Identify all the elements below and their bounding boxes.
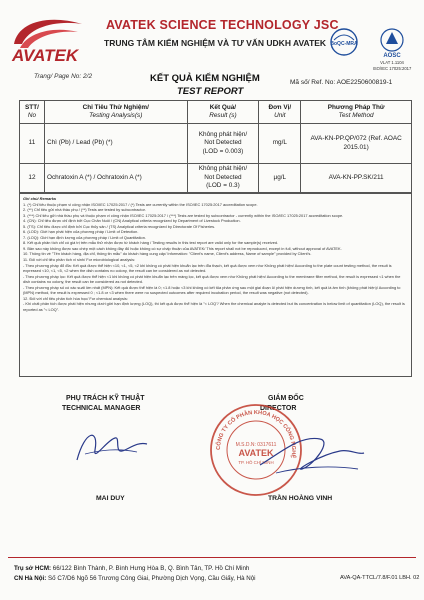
report-number-label: Mã số/ Ref. No: (290, 79, 336, 86)
remark-line: 3. (***) Chỉ tiêu gửi nhà thầu phụ và thuộc phạm vi công nhận ISO/IEC 17025:2017 / (***) Tests are tested by subcontractor - currently within the ISO/IEC 17025:2017 accreditation scope. (23, 212, 344, 218)
remark-line: 2. (**) Chỉ tiêu gửi nhà thầu phụ / (**) Tests are tested by subcontractor. (23, 207, 146, 213)
row-method: AVA-KN-PP.SK/211 (301, 164, 412, 193)
table-row (20, 164, 412, 193)
remarks-title: Ghi chú/ Remarks (23, 196, 57, 201)
remark-line: - Theo phương pháp số có xác suất lớn nhất (MPN): Kết quả được thể hiện là 0; <1.8 hoặc <3 khi không có kết tủa phản ứng sau một giai đoạn ủ/ phát hiện dương tính, kết quả là âm tính (không phát hiện)/ According to (MPN) method, the result is expressed 0 ; <1.8 or <3 when there were no suspected outcomes after required incubation period, the result was negative (not detected). (23, 284, 401, 296)
footer-divider (8, 557, 416, 558)
boqc-label: BoQC-MRA (330, 41, 358, 47)
hanoi-label: CN Hà Nội: (14, 575, 47, 582)
row-no: 12 (20, 164, 45, 193)
table-row (20, 124, 412, 164)
table-header-row (20, 101, 412, 124)
hcm-address (14, 565, 249, 572)
report-number-value: AOE2250600819-1 (336, 79, 393, 86)
stamp-city: TP. HỒ CHÍ MINH (238, 460, 274, 465)
header-no: STT/ No (20, 101, 45, 124)
report-title-vn: KẾT QUẢ KIỂM NGHIỆM (150, 73, 260, 84)
remark-line: - Theo phương pháp đổ đĩa: Kết quả được thể hiện <10, <1, <5, <2 khi không có phát hiện khuẩn lạc trên đĩa thạch, kết quả được xem như Không phát hiện/ According to the plate count testing method, the result is expressed <10, <1, <5, <2 when the dish contains no colony, the result can be considered as not detected. (23, 262, 392, 274)
form-code: AVA-QA-TTCL/7.8/F.01 LBH. 02 (340, 575, 420, 581)
header-analysis: Chỉ Tiêu Thử Nghiệm/ Testing Analysis(s) (44, 101, 187, 124)
page-number: Trang/ Page No: 2/2 (34, 73, 93, 80)
remark-line: 8. Kết quả phân tích chỉ có giá trị trên mẫu thử nhận được từ khách hàng / Testing results in this test report are valid only for the sample(s) received. (23, 240, 279, 246)
row-unit: mg/L (259, 124, 301, 164)
header-result: Kết Quả/ Result (s) (187, 101, 259, 124)
remarks-box (19, 193, 412, 377)
logo-text: AVATEK (12, 46, 79, 65)
remark-line: 1. (*) Chỉ tiêu thuộc phạm vi công nhận ISO/IEC 17025:2017 / (*) Tests are currently within the ISO/IEC 17025:2017 accreditation scope. (23, 201, 258, 207)
remark-line: - Theo phương pháp lọc: Kết quả được thể hiện <1 khi không có phát hiện khuẩn lạc trên màng lọc, kết quả được xem như Không phát hiện/ According to the membrane filter method, the result is expressed <1 when the dish contains no colony, the result can be considered as not detected. (23, 273, 401, 285)
report-title-en: TEST REPORT (177, 86, 244, 97)
hanoi-address (14, 575, 256, 582)
stamp-outer-text: CÔNG TY CỔ PHẦN KHOA HỌC CÔNG NGHỆ (215, 409, 297, 459)
technical-manager-name: MAI DUY (96, 495, 125, 502)
header-unit: Đơn Vị/ Unit (259, 101, 301, 124)
stamp-center: AVATEK (238, 448, 274, 458)
remark-line: 5. (TS): Chỉ tiêu được chỉ định bởi Cục thủy sản / (TS) Analytical criteria recognized by Directorate Of Fisheries. (23, 223, 216, 229)
row-result: Không phát hiện/ Not Detected (LOD = 0.3) (187, 164, 259, 193)
remark-line: 11. Đối với chỉ tiêu phân tích vi sinh/ For microbiological analysis: (23, 257, 136, 263)
remark-line: 10. Thông tin về "Tên khách hàng, địa chỉ, thông tin mẫu" do khách hàng cung cấp/ Information: "Client's name, Client's address, Name of sample" provided by Client's. (23, 251, 312, 257)
stamp-id: M.S.D.N: 0317611 (235, 442, 277, 448)
row-method: AVA-KN-PP.QP/072 (Ref. AOAC 2015.01) (301, 124, 412, 164)
remark-line: 4. (CN): Chỉ tiêu được chỉ định bởi Cục Chăn Nuôi / (CN) Analytical criteria recognized by Department of Livestock Production. (23, 218, 241, 224)
avatek-logo (8, 14, 88, 72)
row-result: Không phát hiện/ Not Detected (LOD = 0.003) (187, 124, 259, 164)
technical-manager-title-vn: PHỤ TRÁCH KỸ THUẬT (66, 395, 145, 402)
technical-manager-signature (55, 420, 155, 470)
iso-label: ISO/IEC 17025:2017 (372, 66, 412, 71)
row-no: 11 (20, 124, 45, 164)
vlat-label: VLAT 1.1104 (380, 60, 404, 65)
row-analysis: Ochratoxin A (*) / Ochratoxin A (*) (44, 164, 187, 193)
director-title-en: DIRECTOR (260, 405, 297, 412)
remark-line: 9. Bản sao này không được sao chép một cách không đầy đủ hoặc không có sự chấp thuận của AVATEK/ This report shall not be reproduced, except in full, without approval of AVATEK. (23, 245, 342, 251)
hcm-label: Trụ sở HCM: (14, 565, 52, 572)
director-signature (250, 425, 370, 485)
remark-line: - Khi chất phân tích được phát hiện nhưng dưới giới hạn định lượng (LOQ), thì kết quả được thể hiện là "< LOQ"/ When the chemical analyte is detected but its concentration is below limit of quantitation (LOQ), the result is reported as "< LOQ". (23, 301, 405, 312)
header-method: Phương Pháp Thử Test Method (301, 101, 412, 124)
remark-line: 6. (LOD): Giới hạn phát hiện của phương pháp / Limit of Detection. (23, 229, 139, 235)
technical-manager-title-en: TECHNICAL MANAGER (62, 405, 141, 412)
row-analysis: Chì (Pb) / Lead (Pb) (*) (44, 124, 187, 164)
remark-line: 12. Đối với chỉ tiêu phân tích hóa học/ For chemical analysis: (23, 295, 128, 301)
remark-line: 7. (LOQ): Giới hạn định lượng của phương pháp / Limit of Quantitation. (23, 234, 146, 240)
row-unit: µg/L (259, 164, 301, 193)
results-table (19, 100, 412, 193)
report-number (290, 79, 392, 86)
hanoi-address-text: Số C7/D6 Ngõ 56 Trương Công Giai, Phường Dịch Vọng, Cầu Giấy, Hà Nội (48, 575, 256, 582)
company-name: AVATEK SCIENCE TECHNOLOGY JSC (106, 18, 339, 32)
hcm-address-text: 66/122 Bình Thành, P. Bình Hưng Hòa B, Q. Bình Tân, TP. Hồ Chí Minh (52, 565, 250, 572)
director-title-vn: GIÁM ĐỐC (268, 395, 304, 402)
company-name-vn: TRUNG TÂM KIỂM NGHIỆM VÀ TƯ VẤN UDKH AVATEK (104, 38, 327, 48)
aosc-label: AOSC (383, 53, 401, 59)
accreditation-logos (322, 24, 422, 72)
director-name: TRẦN HOÀNG VINH (268, 495, 333, 502)
